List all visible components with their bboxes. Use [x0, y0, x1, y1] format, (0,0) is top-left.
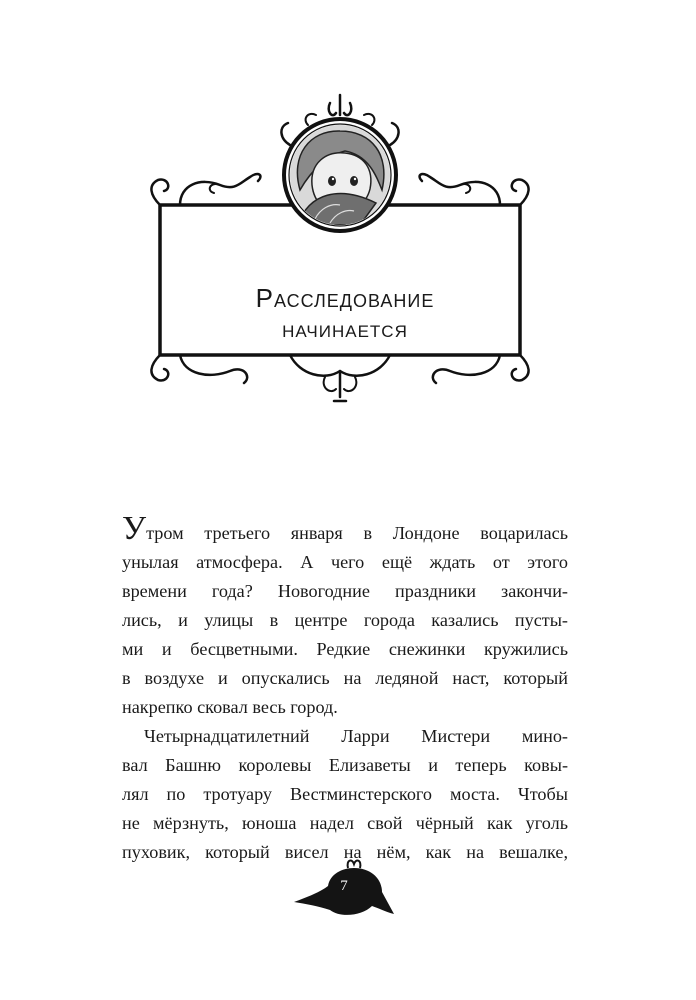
text-line: лял по тротуару Вестминстерского моста. Чтобы [122, 784, 568, 804]
text-line: унылая атмосфера. А чего ещё ждать от этого [122, 552, 568, 572]
text-line: в воздухе и опускались на ледяной наст, который [122, 668, 568, 688]
text-line: накрепко сковал весь город. [122, 697, 338, 717]
text-line: ми и бесцветными. Редкие снежинки кружились [122, 639, 568, 659]
chapter-title-line2: начинается [282, 316, 408, 343]
text-line: лись, и улицы в центре города казались пусты- [122, 610, 568, 630]
text-line: пуховик, который висел на нём, как на вешалке, [122, 842, 568, 862]
ornate-frame-icon [140, 85, 540, 415]
drop-cap: У [122, 510, 147, 547]
paragraph-1 [122, 510, 568, 722]
text-line: не мёрзнуть, юноша надел свой чёрный как уголь [122, 813, 568, 833]
girl-portrait-icon [290, 125, 390, 225]
text-line-rest: тром третьего января в Лондоне воцарилась [146, 523, 568, 543]
paragraph-2 [122, 722, 568, 867]
text-line: Четырнадцатилетний Ларри Мистери мино- [144, 726, 568, 746]
body-text [122, 510, 568, 867]
chapter-title [180, 282, 510, 346]
text-line: времени года? Новогодние праздники закончи- [122, 581, 568, 601]
text-line: вал Башню королевы Елизаветы и теперь ковы- [122, 755, 568, 775]
chapter-title-line1: Расследование [255, 283, 435, 313]
page-number: 7 [340, 878, 348, 894]
text-line [122, 510, 568, 548]
